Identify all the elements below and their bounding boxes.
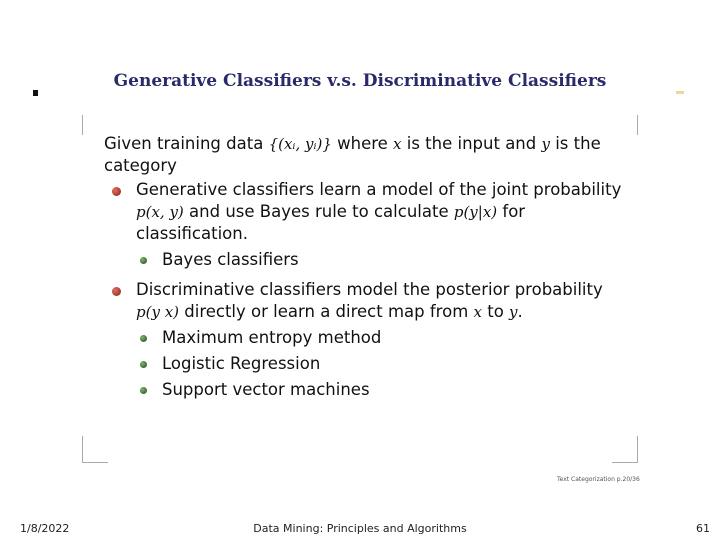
sub-bullet-label: Maximum entropy method xyxy=(162,328,382,347)
sub-bullet-svm xyxy=(104,379,624,401)
sub-bullet-icon xyxy=(140,335,147,342)
intro-math-data: {(xᵢ, yᵢ)} xyxy=(268,135,332,153)
discriminative-math-x: x xyxy=(473,303,482,321)
slide-footnote: Text Categorization p.20/36 xyxy=(557,476,640,483)
bullet-icon xyxy=(112,187,121,196)
frame-left-bottom-h xyxy=(82,462,108,463)
frame-right-top xyxy=(637,115,638,135)
intro-pre: Given training data xyxy=(104,134,269,153)
intro-math-x: x xyxy=(393,135,402,153)
slide-body xyxy=(104,133,624,401)
generative-text-1: Generative classifiers learn a model of the joint probability xyxy=(136,180,622,199)
footer-title: Data Mining: Principles and Algorithms xyxy=(253,522,467,535)
sub-bullet-label: Bayes classifiers xyxy=(162,250,299,269)
generative-math-posterior: p(y|x) xyxy=(453,203,498,221)
intro-math-y: y xyxy=(541,135,550,153)
intro-end: is the category xyxy=(104,134,601,175)
sub-bullet-icon xyxy=(140,361,147,368)
discriminative-text-1: Discriminative classifiers model the posterior probability xyxy=(136,280,603,299)
sub-bullet-label: Logistic Regression xyxy=(162,354,321,373)
sub-bullet-icon xyxy=(140,257,147,264)
bullet-icon xyxy=(112,287,121,296)
page-number: 61 xyxy=(696,522,710,535)
discriminative-text-3: to xyxy=(481,302,510,321)
frame-right-bottom xyxy=(637,436,638,462)
generative-math-joint: p(x, y) xyxy=(136,203,184,221)
discriminative-math-posterior: p(y x) xyxy=(136,303,180,321)
generative-text-2: and use Bayes rule to calculate xyxy=(183,202,454,221)
sub-bullet-logistic xyxy=(104,353,624,375)
bullet-generative xyxy=(104,179,624,245)
generative-text-3: for classification. xyxy=(136,202,526,243)
sub-bullet-maxent xyxy=(104,327,624,349)
discriminative-text-2: directly or learn a direct map from xyxy=(179,302,474,321)
slide-corner-mark-right xyxy=(676,91,684,94)
sub-bullet-icon xyxy=(140,387,147,394)
footer-date: 1/8/2022 xyxy=(20,522,70,535)
sub-bullet-label: Support vector machines xyxy=(162,380,370,399)
intro-mid2: is the input and xyxy=(401,134,542,153)
frame-left-bottom xyxy=(82,436,83,462)
discriminative-text-4: . xyxy=(517,302,523,321)
intro-mid1: where xyxy=(331,134,394,153)
slide-title: Generative Classifiers v.s. Discriminative Classifiers xyxy=(113,71,607,91)
frame-right-bottom-h xyxy=(612,462,638,463)
sub-bullet-bayes xyxy=(104,249,624,271)
intro-text xyxy=(104,133,624,177)
discriminative-math-y: y xyxy=(509,303,518,321)
frame-left-top xyxy=(82,115,83,135)
bullet-discriminative xyxy=(104,279,624,323)
